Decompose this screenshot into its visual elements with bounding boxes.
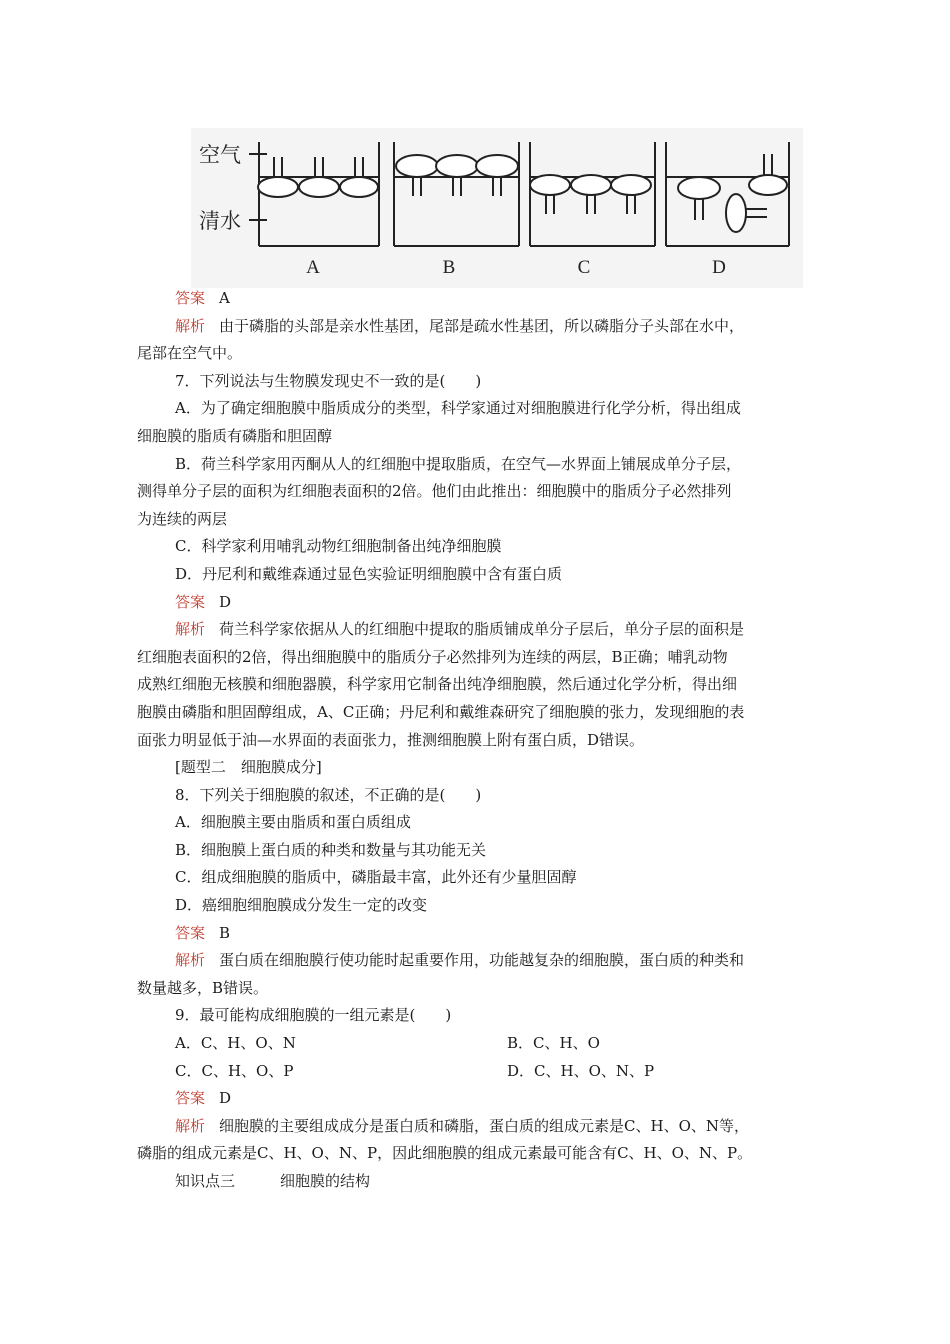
q7-analysis-cont4: 面张力明显低于油—水界面的表面张力，推测细胞膜上附有蛋白质，D错误。 — [137, 730, 645, 749]
panel-b — [394, 142, 519, 246]
q7-option-d: D．丹尼利和戴维森通过显色实验证明细胞膜中含有蛋白质 — [175, 564, 563, 583]
q7-option-b-cont2: 为连续的两层 — [137, 509, 228, 528]
answer-value: D — [219, 1089, 232, 1108]
panel-label-c: C — [577, 257, 591, 278]
q7-option-a: A．为了确定细胞膜中脂质成分的类型，科学家通过对细胞膜进行化学分析，得出组成 — [175, 399, 741, 418]
knowledge-heading: 知识点三 细胞膜的结构 — [175, 1172, 371, 1190]
q8-analysis: 解析 蛋白质在细胞膜行使功能时起重要作用，功能越复杂的细胞膜，蛋白质的种类和 — [175, 951, 745, 970]
answer-value: A — [219, 289, 230, 307]
q9-option-a: A．C、H、O、N — [175, 1034, 296, 1053]
q9-option-d: D．C、H、O、N、P — [507, 1061, 655, 1080]
analysis-label: 解析 — [175, 1116, 206, 1135]
panel-d — [666, 142, 789, 246]
panel-c — [530, 142, 655, 246]
panel-label-d: D — [712, 257, 726, 278]
q9-stem: 9．最可能构成细胞膜的一组元素是( ) — [175, 1006, 452, 1025]
answer-label: 答案 — [175, 923, 206, 942]
q9-option-b: B．C、H、O — [507, 1034, 600, 1053]
q6-analysis-cont: 尾部在空气中。 — [137, 344, 243, 363]
panel-a — [249, 142, 379, 246]
q7-option-c: C．科学家利用哺乳动物红细胞制备出纯净细胞膜 — [175, 537, 502, 556]
q9-analysis: 解析 细胞膜的主要组成成分是蛋白质和磷脂，蛋白质的组成元素是C、H、O、N等， — [175, 1116, 749, 1135]
answer-label: 答案 — [175, 289, 206, 307]
q8-option-a: A．细胞膜主要由脂质和蛋白质组成 — [175, 813, 411, 832]
document-body — [137, 285, 817, 1196]
water-label: 清水 — [199, 209, 241, 233]
q8-option-c: C．组成细胞膜的脂质中，磷脂最丰富，此外还有少量胆固醇 — [175, 868, 577, 887]
air-label: 空气 — [199, 143, 241, 167]
answer-label: 答案 — [175, 592, 206, 611]
q6-answer — [137, 285, 817, 313]
phospholipid-diagram — [191, 128, 803, 288]
q7-option-b: B．荷兰科学家用丙酮从人的红细胞中提取脂质，在空气—水界面上铺展成单分子层， — [175, 454, 742, 473]
q9-options-row1 — [137, 1030, 817, 1058]
q6-analysis: 解析 由于磷脂的头部是亲水性基团，尾部是疏水性基团，所以磷脂分子头部在水中， — [175, 316, 745, 335]
analysis-label: 解析 — [175, 951, 206, 970]
q9-option-c: C．C、H、O、P — [175, 1061, 294, 1080]
answer-value: D — [219, 592, 232, 611]
q8-option-b: B．细胞膜上蛋白质的种类和数量与其功能无关 — [175, 840, 487, 859]
q7-analysis: 解析 荷兰科学家依据从人的红细胞中提取的脂质铺成单分子层后，单分子层的面积是 — [175, 620, 745, 639]
q7-analysis-cont1: 红细胞表面积的2倍，得出细胞膜中的脂质分子必然排列为连续的两层，B正确；哺乳动物 — [137, 647, 728, 666]
phospholipid-figure — [191, 128, 803, 288]
section-heading: [题型二 细胞膜成分] — [175, 758, 322, 777]
q8-option-d: D．癌细胞细胞膜成分发生一定的改变 — [175, 896, 428, 915]
analysis-label: 解析 — [175, 620, 206, 639]
analysis-label: 解析 — [175, 316, 206, 335]
q7-option-a-cont: 细胞膜的脂质有磷脂和胆固醇 — [137, 426, 333, 445]
q9-analysis-cont: 磷脂的组成元素是C、H、O、N、P，因此细胞膜的组成元素最可能含有C、H、O、N、P。 — [137, 1144, 753, 1163]
q7-answer — [137, 589, 817, 617]
q9-answer — [137, 1085, 817, 1113]
q8-analysis-cont: 数量越多，B错误。 — [137, 978, 269, 997]
q8-answer — [137, 920, 817, 948]
q7-stem: 7．下列说法与生物膜发现史不一致的是( ) — [175, 371, 482, 390]
q7-analysis-cont2: 成熟红细胞无核膜和细胞器膜，科学家用它制备出纯净细胞膜，然后通过化学分析，得出细 — [137, 675, 738, 694]
panel-label-b: B — [442, 257, 456, 278]
q7-analysis-cont3: 胞膜由磷脂和胆固醇组成，A、C正确；丹尼利和戴维森研究了细胞膜的张力，发现细胞的表 — [137, 702, 745, 721]
panel-label-a: A — [306, 257, 320, 278]
q7-option-b-cont: 测得单分子层的面积为红细胞表面积的2倍。他们由此推出：细胞膜中的脂质分子必然排列 — [137, 482, 732, 501]
answer-label: 答案 — [175, 1089, 206, 1108]
q9-options-row2 — [137, 1058, 817, 1086]
answer-value: B — [219, 923, 231, 942]
q8-stem: 8．下列关于细胞膜的叙述，不正确的是( ) — [175, 785, 482, 804]
